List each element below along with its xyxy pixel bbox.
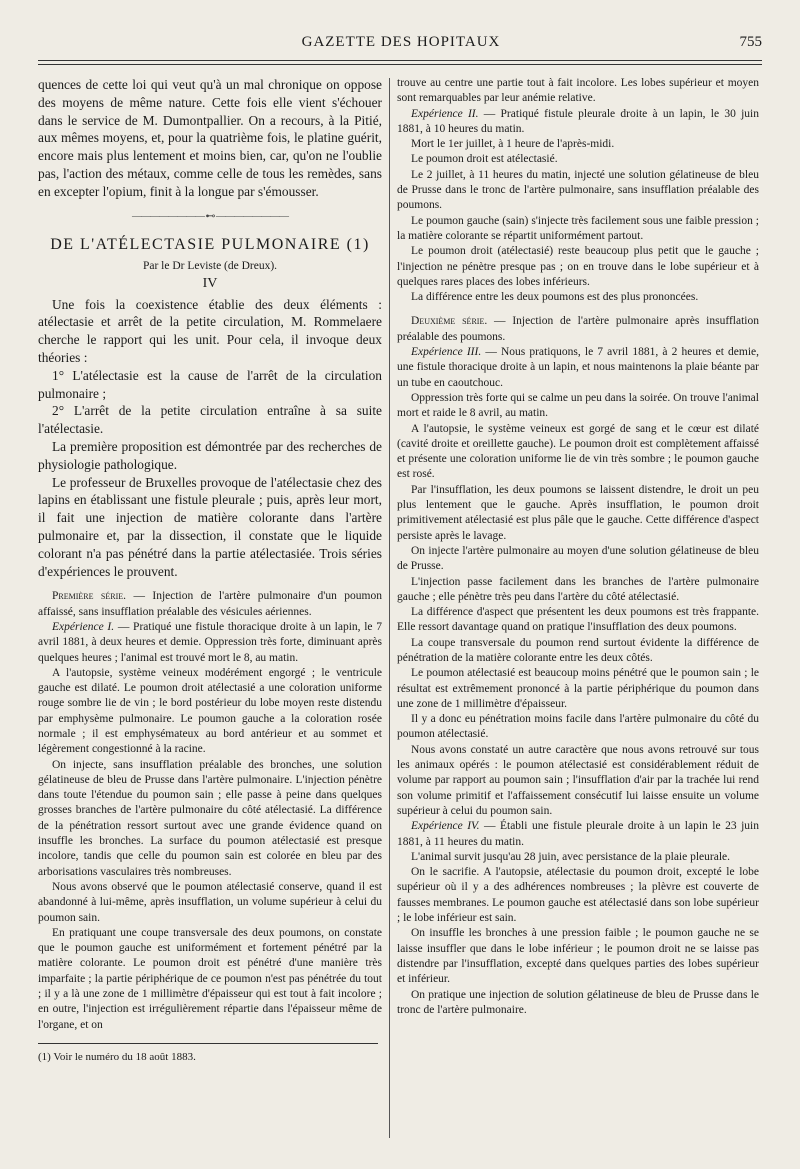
experiment-paragraph <box>38 620 382 666</box>
paragraph: Mort le 1er juillet, à 1 heure de l'après-midi. <box>411 138 615 151</box>
journal-title: GAZETTE DES HOPITAUX <box>301 34 501 50</box>
paragraph: L'animal survit jusqu'au 28 juin, avec persistance de la plaie pleurale. <box>411 850 731 863</box>
header-rule-thick <box>38 60 762 61</box>
series-heading <box>397 314 759 345</box>
paragraph: Le professeur de Bruxelles provoque de l'atélectasie chez des lapins en établissant une fistule pleurale ; puis, après leur mort, il fait une injection de matière colorante dans l'artère pulmonaire et, par la dissection, il constate que le liquide colorant n'a pas pénétré dans la partie atélectasiée. Trois séries d'expériences le prouvent. <box>38 474 382 579</box>
column-divider <box>389 78 390 1138</box>
series-text: — Injection de l'artère pulmonaire d'un poumon affaissé, sans insufflation préalable des vésicules aériennes. <box>38 590 382 618</box>
paragraph: Le poumon gauche (sain) s'injecte très facilement sous une faible pression ; la matière colorante se répartit uniformément partout. <box>397 214 759 242</box>
footnote-rule <box>38 1043 378 1044</box>
experiment-paragraph <box>397 819 759 850</box>
paragraph: Nous avons constaté un autre caractère que nous avons retrouvé sur tous les animaux opérés : le poumon atélectasié est considérablement réduit de volume par rapport au poumon sain ; l'insufflation d'air par la trachée lui rend son volume primitif et l'affaissement consécutif lui laisse ensuite un volume supérieur à celui du poumon sain. <box>397 743 759 817</box>
paragraph: On insuffle les bronches à une pression faible ; le poumon gauche ne se laisse insuffler que dans le lobe inférieur ; le poumon droit ne se laisse pas distendre par l'insufflation, excepté dans quelques parties des lobes supérieur et inférieur. <box>397 927 759 986</box>
paragraph: Le poumon droit (atélectasié) reste beaucoup plus petit que le gauche ; l'injection ne pénètre presque pas ; on en trouve dans le lobe supérieur et à quelques rares places des lobes inférieurs. <box>397 245 759 288</box>
paragraph: Nous avons observé que le poumon atélectasié conserve, quand il est abandonné à lui-même, après insufflation, un volume supérieur à celui du poumon sain. <box>38 880 382 924</box>
experiment-paragraph <box>397 345 759 391</box>
paragraph: Oppression très forte qui se calme un peu dans la soirée. On trouve l'animal mort et raide le 8 avril, au matin. <box>397 391 759 420</box>
article-byline: Par le Dr Leviste (de Dreux). <box>142 259 278 272</box>
running-header <box>40 34 762 54</box>
paragraph: trouve au centre une partie tout à fait incolore. Les lobes supérieur et moyen sont remarquables par leur anémie relative. <box>397 77 759 105</box>
experiment-text: — Pratiqué une fistule thoracique droite à un lapin, le 7 avril 1881, à deux heures et demie. Oppression très forte, diminuant après quelques heures ; l'animal est trouvé mort le 8, au matin. <box>38 620 382 664</box>
paragraph: On le sacrifie. A l'autopsie, atélectasie du poumon droit, excepté le lobe supérieur où il y a des adhérences nombreuses ; la plèvre est couverte de fausses membranes. Le poumon gauche est atélectasié dans son lobe supérieur ; le lobe inférieur est sain. <box>397 866 759 925</box>
experiment-label: Expérience III. <box>411 346 482 359</box>
section-number: IV <box>202 275 218 291</box>
paragraph: On injecte l'artère pulmonaire au moyen d'une solution gélatineuse de bleu de Prusse. <box>397 544 759 573</box>
series-label: Première série. <box>52 590 127 603</box>
paragraph: On pratique une injection de solution gélatineuse de bleu de Prusse dans le tronc de l'artère pulmonaire. <box>397 988 759 1016</box>
paragraph: Il y a donc eu pénétration moins facile dans l'artère pulmonaire du côté du poumon atélectasié. <box>397 713 759 741</box>
intro-paragraph: quences de cette loi qui veut qu'à un mal chronique on oppose des moyens de même nature. Cette fois elle vient s'échouer dans le service de M. Dumontpallier. On a recours, à la Pitié, aux mêmes moyens, et, pour la quatrième fois, le platine guérit, encore mais plus lentement et moins bien, car, qu'on ne l'oublie pas, l'action des métaux, comme celle de tous les remèdes, sans en excepter l'opium, finit à la longue par s'émousser. <box>38 77 382 199</box>
paragraph: A l'autopsie, système veineux modérément engorgé ; le ventricule gauche est dilaté. Le poumon droit atélectasié a une coloration uniforme rouge sombre lie de vin ; le bord postérieur du lobe moyen reste distendu par emphysème pulmonaire. Le poumon gauche a la coloration rosée normale ; il est emphysémateux au bord antérieur et au sommet et légèrement congestionné à la racine. <box>38 666 382 756</box>
paragraph: Le poumon atélectasié est beaucoup moins pénétré que le poumon sain ; le résultat est extrêmement prononcé à la partie périphérique du poumon dans une zone de 1 millimètre d'épaisseur. <box>397 667 759 710</box>
paragraph: On injecte, sans insufflation préalable des bronches, une solution gélatineuse de bleu de Prusse dans l'artère pulmonaire. L'injection pénètre dans toute l'étendue du poumon sain ; elle passe à peine dans quelques grosses branches de l'artère pulmonaire du côté atélectasié. La différence de la pénétration ressort surtout avec une grande évidence quand on insuffle les bronches. La surface du poumon atélectasié est presque incolore, tandis que celle du poumon sain est colorée en bleu par des arborisations vasculaires très nombreuses. <box>38 758 382 878</box>
experiment-label: Expérience II. <box>411 107 479 120</box>
series-text: — Injection de l'artère pulmonaire après insufflation préalable des poumons. <box>397 315 759 343</box>
paragraph: La différence d'aspect que présentent les deux poumons est très frappante. Elle ressort davantage quand on pratique l'insufflation des deux poumons. <box>397 606 759 634</box>
experiment-paragraph <box>397 107 759 138</box>
right-column <box>397 76 759 1018</box>
experiment-label: Expérience I. <box>52 620 115 633</box>
experiment-text: — Pratiqué fistule pleurale droite à un lapin, le 30 juin 1881, à 10 heures du matin. <box>397 107 759 135</box>
series-label: Deuxième série. <box>411 315 488 328</box>
experiment-text: — Établi une fistule pleurale droite à un lapin le 23 juin 1881, à 11 heures du matin. <box>397 820 759 848</box>
paragraph: A l'autopsie, le système veineux est gorgé de sang et le cœur est dilaté (cavité droite et oreillette gauche). Le poumon droit est complètement affaissé et présente une coloration uniforme lie de vin très sombre ; le poumon gauche est rosé. <box>397 422 759 481</box>
paragraph: La différence entre les deux poumons est des plus prononcées. <box>411 291 699 304</box>
header-rule-thin <box>38 64 762 65</box>
series-heading <box>38 589 382 620</box>
experiment-label: Expérience IV. <box>411 820 480 833</box>
left-column <box>38 76 382 1064</box>
article-title: DE L'ATÉLECTASIE PULMONAIRE (1) <box>50 235 370 253</box>
footnote: (1) Voir le numéro du 18 août 1883. <box>38 1050 196 1063</box>
paragraph: Le 2 juillet, à 11 heures du matin, injecté une solution gélatineuse de bleu de Prusse dans le tronc de l'artère pulmonaire, sans insufflation préalable des poumons. <box>397 168 759 212</box>
paragraph: Le poumon droit est atélectasié. <box>411 153 558 166</box>
paragraph: 1° L'atélectasie est la cause de l'arrêt de la circulation pulmonaire ; <box>38 367 382 401</box>
experiment-text: — Nous pratiquons, le 7 avril 1881, à 2 heures et demie, une fistule thoracique droite à un lapin, et nous maintenons la plaie béante par un tube en caoutchouc. <box>397 346 759 389</box>
paragraph: En pratiquant une coupe transversale des deux poumons, on constate que le poumon gauche est uniformément et fortement pénétré par la matière colorante. Le poumon droit est pénétré d'une manière très imparfaite ; la partie périphérique de ce poumon n'est pas pénétrée du tout ; il y a là une zone de 1 millimètre d'épaisseur qui est tout à fait incolore ; en outre, l'injection est irrégulièrement répartie dans l'épaisseur même de l'organe, et on <box>38 926 382 1031</box>
paragraph: La coupe transversale du poumon rend surtout évidente la différence de pénétration de la matière colorante entre les deux côtés. <box>397 636 759 664</box>
paragraph: Une fois la coexistence établie des deux éléments : atélectasie et arrêt de la petite circulation, M. Rommelaere cherche le rapport qui les unit. Pour cela, il invoque deux théories : <box>38 296 382 365</box>
paragraph: La première proposition est démontrée par des recherches de physiologie pathologique. <box>38 438 382 472</box>
section-separator: ———————— ⊷ ———————— <box>132 210 288 222</box>
page-number: 755 <box>739 34 762 50</box>
paragraph: L'injection passe facilement dans les branches de l'artère pulmonaire gauche ; elle pénètre très peu dans l'artère du côté atélectasié. <box>397 575 759 603</box>
paragraph: 2° L'arrêt de la petite circulation entraîne à sa suite l'atélectasie. <box>38 403 382 437</box>
paragraph: Par l'insufflation, les deux poumons se laissent distendre, le droit un peu plus lentement que le gauche. Après insufflation, le poumon droit primitivement atélectasié est plus pâle que le gauche. Cette différence d'aspect persiste après le lavage. <box>397 483 759 542</box>
